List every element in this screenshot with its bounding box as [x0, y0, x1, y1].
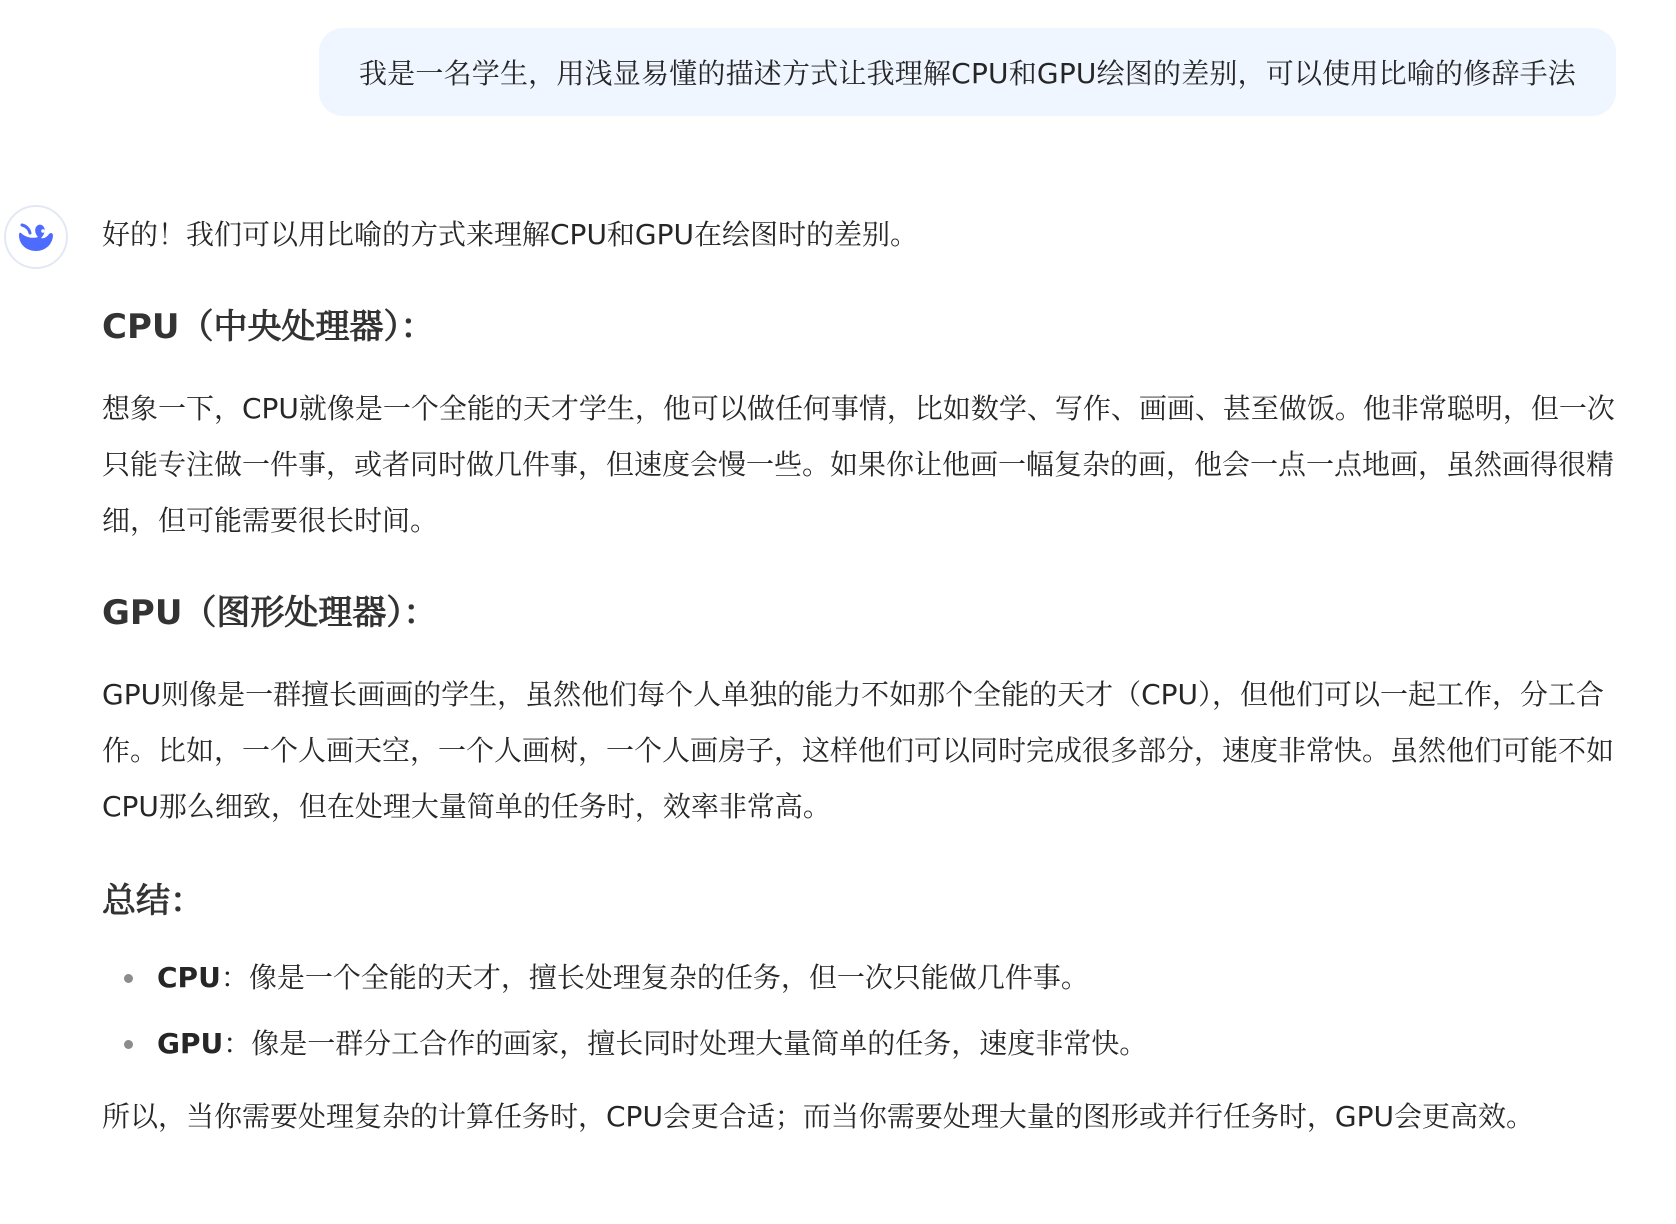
- gpu-paragraph: GPU则像是一群擅长画画的学生，虽然他们每个人单独的能力不如那个全能的天才（CPU），但他们可以一起工作，分工合作。比如，一个人画天空，一个人画树，一个人画房子，这样他们可以同时完成很多部分，速度非常快。虽然他们可能不如CPU那么细致，但在处理大量简单的任务时，效率非常高。: [102, 678, 1615, 823]
- bullet-dot: [124, 974, 133, 983]
- cpu-paragraph: 想象一下，CPU就像是一个全能的天才学生，他可以做任何事情，比如数学、写作、画画、甚至做饭。他非常聪明，但一次只能专注做一件事，或者同时做几件事，但速度会慢一些。如果你让他画一幅复杂的画，他会一点一点地画，虽然画得很精细，但可能需要很长时间。: [102, 392, 1615, 537]
- assistant-intro: 好的！我们可以用比喻的方式来理解CPU和GPU在绘图时的差别。: [102, 218, 919, 251]
- list-item: [102, 1011, 1618, 1077]
- list-item: [102, 945, 1618, 1011]
- summary-text: ：像是一个全能的天才，擅长处理复杂的任务，但一次只能做几件事。: [220, 961, 1089, 994]
- summary-heading: 总结：: [102, 881, 204, 921]
- bullet-dot: [124, 1040, 133, 1049]
- user-message-row: [200, 28, 1616, 116]
- closing-paragraph: 所以，当你需要处理复杂的计算任务时，CPU会更合适；而当你需要处理大量的图形或并行任务时，GPU会更高效。: [102, 1100, 1535, 1133]
- assistant-content: [102, 205, 1618, 1145]
- summary-term: GPU: [157, 1027, 224, 1060]
- deepseek-whale-icon: [16, 221, 56, 253]
- summary-list: [102, 945, 1618, 1077]
- user-message-bubble: 我是一名学生，用浅显易懂的描述方式让我理解CPU和GPU绘图的差别，可以使用比喻的修辞手法: [319, 28, 1616, 116]
- assistant-avatar: [4, 205, 68, 269]
- gpu-heading: GPU（图形处理器）：: [102, 593, 438, 633]
- summary-text: ：像是一群分工合作的画家，擅长同时处理大量简单的任务，速度非常快。: [223, 1027, 1148, 1060]
- cpu-heading: CPU（中央处理器）：: [102, 307, 435, 347]
- summary-term: CPU: [157, 961, 221, 994]
